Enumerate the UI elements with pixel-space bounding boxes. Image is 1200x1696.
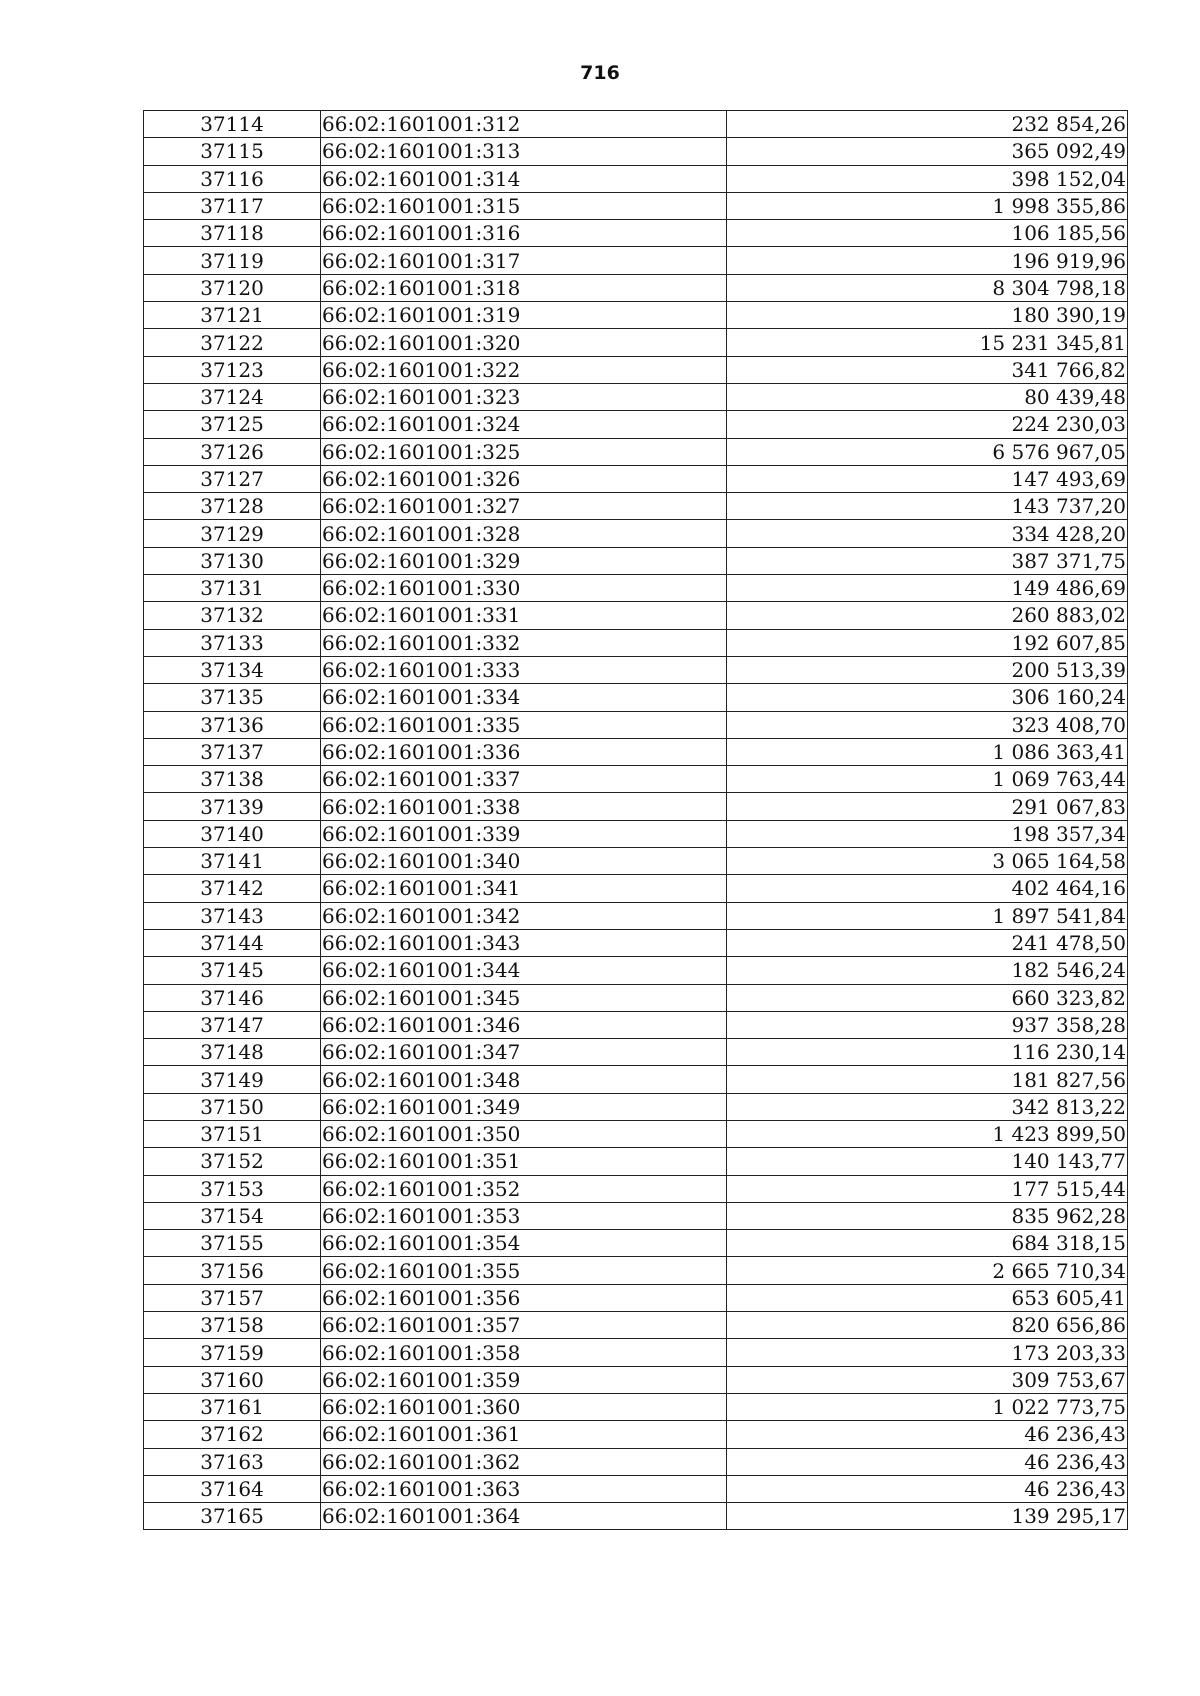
cadastral-number-cell: 66:02:1601001:337 [321, 766, 727, 793]
row-number-cell: 37159 [144, 1339, 321, 1366]
cadastral-number-cell: 66:02:1601001:326 [321, 465, 727, 492]
table-row [144, 547, 1128, 574]
table-row [144, 957, 1128, 984]
row-number-cell: 37149 [144, 1066, 321, 1093]
cadastral-number-cell: 66:02:1601001:350 [321, 1120, 727, 1147]
cadastral-value-cell: 306 160,24 [727, 684, 1128, 711]
cadastral-value-cell: 181 827,56 [727, 1066, 1128, 1093]
cadastral-number-cell: 66:02:1601001:351 [321, 1148, 727, 1175]
row-number-cell: 37160 [144, 1366, 321, 1393]
row-number-cell: 37152 [144, 1148, 321, 1175]
cadastral-value-cell: 8 304 798,18 [727, 274, 1128, 301]
cadastral-value-cell: 1 086 363,41 [727, 738, 1128, 765]
cadastral-number-cell: 66:02:1601001:317 [321, 247, 727, 274]
table-row [144, 602, 1128, 629]
table-row [144, 1475, 1128, 1502]
row-number-cell: 37157 [144, 1284, 321, 1311]
cadastral-number-cell: 66:02:1601001:343 [321, 929, 727, 956]
row-number-cell: 37154 [144, 1202, 321, 1229]
row-number-cell: 37118 [144, 220, 321, 247]
cadastral-value-cell: 182 546,24 [727, 957, 1128, 984]
cadastral-number-cell: 66:02:1601001:349 [321, 1093, 727, 1120]
cadastral-value-cell: 660 323,82 [727, 984, 1128, 1011]
cadastral-value-cell: 387 371,75 [727, 547, 1128, 574]
row-number-cell: 37126 [144, 438, 321, 465]
row-number-cell: 37119 [144, 247, 321, 274]
cadastral-value-cell: 1 998 355,86 [727, 192, 1128, 219]
cadastral-value-cell: 684 318,15 [727, 1230, 1128, 1257]
cadastral-number-cell: 66:02:1601001:332 [321, 629, 727, 656]
cadastral-value-cell: 937 358,28 [727, 1011, 1128, 1038]
cadastral-value-cell: 260 883,02 [727, 602, 1128, 629]
table-row [144, 1066, 1128, 1093]
row-number-cell: 37133 [144, 629, 321, 656]
cadastral-value-cell: 198 357,34 [727, 820, 1128, 847]
row-number-cell: 37123 [144, 356, 321, 383]
cadastral-number-cell: 66:02:1601001:359 [321, 1366, 727, 1393]
table-row [144, 1448, 1128, 1475]
table-row [144, 848, 1128, 875]
cadastral-number-cell: 66:02:1601001:344 [321, 957, 727, 984]
cadastral-number-cell: 66:02:1601001:313 [321, 138, 727, 165]
cadastral-value-cell: 820 656,86 [727, 1312, 1128, 1339]
cadastral-value-cell: 106 185,56 [727, 220, 1128, 247]
cadastral-number-cell: 66:02:1601001:314 [321, 165, 727, 192]
cadastral-number-cell: 66:02:1601001:312 [321, 111, 727, 138]
cadastral-value-cell: 224 230,03 [727, 411, 1128, 438]
cadastral-value-cell: 173 203,33 [727, 1339, 1128, 1366]
row-number-cell: 37147 [144, 1011, 321, 1038]
row-number-cell: 37128 [144, 493, 321, 520]
table-row [144, 1421, 1128, 1448]
row-number-cell: 37142 [144, 875, 321, 902]
row-number-cell: 37116 [144, 165, 321, 192]
table-row [144, 902, 1128, 929]
cadastral-number-cell: 66:02:1601001:346 [321, 1011, 727, 1038]
table-row [144, 1039, 1128, 1066]
cadastral-number-cell: 66:02:1601001:352 [321, 1175, 727, 1202]
cadastral-number-cell: 66:02:1601001:358 [321, 1339, 727, 1366]
row-number-cell: 37158 [144, 1312, 321, 1339]
table-row [144, 629, 1128, 656]
cadastral-number-cell: 66:02:1601001:362 [321, 1448, 727, 1475]
cadastral-value-cell: 80 439,48 [727, 383, 1128, 410]
cadastral-value-cell: 116 230,14 [727, 1039, 1128, 1066]
table-row [144, 1393, 1128, 1420]
cadastral-number-cell: 66:02:1601001:355 [321, 1257, 727, 1284]
table-row [144, 465, 1128, 492]
row-number-cell: 37143 [144, 902, 321, 929]
cadastral-number-cell: 66:02:1601001:318 [321, 274, 727, 301]
cadastral-value-cell: 2 665 710,34 [727, 1257, 1128, 1284]
cadastral-value-cell: 402 464,16 [727, 875, 1128, 902]
row-number-cell: 37114 [144, 111, 321, 138]
cadastral-value-cell: 341 766,82 [727, 356, 1128, 383]
row-number-cell: 37164 [144, 1475, 321, 1502]
row-number-cell: 37151 [144, 1120, 321, 1147]
table-row [144, 220, 1128, 247]
cadastral-number-cell: 66:02:1601001:316 [321, 220, 727, 247]
table-row [144, 929, 1128, 956]
table-row [144, 1202, 1128, 1229]
table-row [144, 711, 1128, 738]
row-number-cell: 37117 [144, 192, 321, 219]
cadastral-value-cell: 192 607,85 [727, 629, 1128, 656]
table-row [144, 1175, 1128, 1202]
table-row [144, 820, 1128, 847]
cadastral-number-cell: 66:02:1601001:329 [321, 547, 727, 574]
table-row [144, 738, 1128, 765]
cadastral-number-cell: 66:02:1601001:347 [321, 1039, 727, 1066]
row-number-cell: 37121 [144, 302, 321, 329]
row-number-cell: 37135 [144, 684, 321, 711]
cadastral-number-cell: 66:02:1601001:348 [321, 1066, 727, 1093]
cadastral-value-cell: 1 022 773,75 [727, 1393, 1128, 1420]
row-number-cell: 37131 [144, 575, 321, 602]
row-number-cell: 37140 [144, 820, 321, 847]
cadastral-number-cell: 66:02:1601001:328 [321, 520, 727, 547]
cadastral-value-cell: 139 295,17 [727, 1503, 1128, 1530]
row-number-cell: 37146 [144, 984, 321, 1011]
row-number-cell: 37129 [144, 520, 321, 547]
table-row [144, 302, 1128, 329]
cadastral-number-cell: 66:02:1601001:356 [321, 1284, 727, 1311]
cadastral-value-cell: 180 390,19 [727, 302, 1128, 329]
cadastral-number-cell: 66:02:1601001:357 [321, 1312, 727, 1339]
table-row [144, 1257, 1128, 1284]
table-row [144, 1339, 1128, 1366]
cadastral-number-cell: 66:02:1601001:341 [321, 875, 727, 902]
cadastral-number-cell: 66:02:1601001:336 [321, 738, 727, 765]
cadastral-value-cell: 398 152,04 [727, 165, 1128, 192]
table-row [144, 766, 1128, 793]
table-row [144, 1093, 1128, 1120]
cadastral-number-cell: 66:02:1601001:345 [321, 984, 727, 1011]
row-number-cell: 37144 [144, 929, 321, 956]
cadastral-value-cell: 15 231 345,81 [727, 329, 1128, 356]
cadastral-value-cell: 835 962,28 [727, 1202, 1128, 1229]
table-row [144, 383, 1128, 410]
table-row [144, 411, 1128, 438]
cadastral-value-cell: 46 236,43 [727, 1448, 1128, 1475]
cadastral-number-cell: 66:02:1601001:354 [321, 1230, 727, 1257]
table-row [144, 1503, 1128, 1530]
cadastral-value-cell: 147 493,69 [727, 465, 1128, 492]
cadastral-value-cell: 1 069 763,44 [727, 766, 1128, 793]
table-row [144, 656, 1128, 683]
cadastral-value-cell: 653 605,41 [727, 1284, 1128, 1311]
table-row [144, 520, 1128, 547]
table-row [144, 247, 1128, 274]
cadastral-value-cell: 46 236,43 [727, 1475, 1128, 1502]
cadastral-value-cell: 200 513,39 [727, 656, 1128, 683]
table-row [144, 111, 1128, 138]
row-number-cell: 37122 [144, 329, 321, 356]
row-number-cell: 37145 [144, 957, 321, 984]
cadastral-number-cell: 66:02:1601001:342 [321, 902, 727, 929]
row-number-cell: 37125 [144, 411, 321, 438]
cadastral-number-cell: 66:02:1601001:327 [321, 493, 727, 520]
row-number-cell: 37138 [144, 766, 321, 793]
row-number-cell: 37120 [144, 274, 321, 301]
cadastral-number-cell: 66:02:1601001:325 [321, 438, 727, 465]
table-row [144, 875, 1128, 902]
cadastral-value-cell: 149 486,69 [727, 575, 1128, 602]
row-number-cell: 37148 [144, 1039, 321, 1066]
table-row [144, 793, 1128, 820]
cadastral-number-cell: 66:02:1601001:340 [321, 848, 727, 875]
table-row [144, 192, 1128, 219]
row-number-cell: 37139 [144, 793, 321, 820]
table-row [144, 438, 1128, 465]
cadastral-value-cell: 140 143,77 [727, 1148, 1128, 1175]
row-number-cell: 37150 [144, 1093, 321, 1120]
cadastral-number-cell: 66:02:1601001:360 [321, 1393, 727, 1420]
table-row [144, 1284, 1128, 1311]
cadastral-value-cell: 323 408,70 [727, 711, 1128, 738]
cadastral-value-cell: 241 478,50 [727, 929, 1128, 956]
cadastral-value-cell: 6 576 967,05 [727, 438, 1128, 465]
cadastral-number-cell: 66:02:1601001:364 [321, 1503, 727, 1530]
cadastral-number-cell: 66:02:1601001:339 [321, 820, 727, 847]
row-number-cell: 37130 [144, 547, 321, 574]
cadastral-value-cell: 46 236,43 [727, 1421, 1128, 1448]
cadastral-number-cell: 66:02:1601001:315 [321, 192, 727, 219]
table-row [144, 575, 1128, 602]
table-row [144, 329, 1128, 356]
row-number-cell: 37161 [144, 1393, 321, 1420]
row-number-cell: 37141 [144, 848, 321, 875]
row-number-cell: 37124 [144, 383, 321, 410]
table-row [144, 984, 1128, 1011]
cadastral-value-cell: 177 515,44 [727, 1175, 1128, 1202]
table-row [144, 684, 1128, 711]
table-row [144, 356, 1128, 383]
row-number-cell: 37163 [144, 1448, 321, 1475]
cadastral-number-cell: 66:02:1601001:331 [321, 602, 727, 629]
table-row [144, 274, 1128, 301]
cadastral-number-cell: 66:02:1601001:322 [321, 356, 727, 383]
table-body [144, 111, 1128, 1530]
cadastral-value-cell: 143 737,20 [727, 493, 1128, 520]
page-number: 716 [580, 62, 620, 84]
cadastral-number-cell: 66:02:1601001:333 [321, 656, 727, 683]
cadastral-number-cell: 66:02:1601001:319 [321, 302, 727, 329]
table-row [144, 1230, 1128, 1257]
cadastral-value-cell: 232 854,26 [727, 111, 1128, 138]
cadastral-value-cell: 365 092,49 [727, 138, 1128, 165]
table-row [144, 1312, 1128, 1339]
table-row [144, 165, 1128, 192]
cadastral-number-cell: 66:02:1601001:334 [321, 684, 727, 711]
table-row [144, 1011, 1128, 1038]
cadastral-value-cell: 3 065 164,58 [727, 848, 1128, 875]
cadastral-number-cell: 66:02:1601001:338 [321, 793, 727, 820]
row-number-cell: 37165 [144, 1503, 321, 1530]
row-number-cell: 37134 [144, 656, 321, 683]
table-row [144, 1366, 1128, 1393]
row-number-cell: 37115 [144, 138, 321, 165]
cadastral-number-cell: 66:02:1601001:324 [321, 411, 727, 438]
table-row [144, 1120, 1128, 1147]
row-number-cell: 37136 [144, 711, 321, 738]
cadastral-value-cell: 334 428,20 [727, 520, 1128, 547]
table-row [144, 138, 1128, 165]
cadastral-value-cell: 291 067,83 [727, 793, 1128, 820]
cadastral-number-cell: 66:02:1601001:335 [321, 711, 727, 738]
row-number-cell: 37156 [144, 1257, 321, 1284]
table-row [144, 1148, 1128, 1175]
cadastral-value-cell: 342 813,22 [727, 1093, 1128, 1120]
row-number-cell: 37162 [144, 1421, 321, 1448]
cadastral-value-table [143, 110, 1128, 1530]
cadastral-value-cell: 1 423 899,50 [727, 1120, 1128, 1147]
cadastral-value-cell: 309 753,67 [727, 1366, 1128, 1393]
cadastral-value-cell: 196 919,96 [727, 247, 1128, 274]
row-number-cell: 37132 [144, 602, 321, 629]
row-number-cell: 37155 [144, 1230, 321, 1257]
table-row [144, 493, 1128, 520]
row-number-cell: 37137 [144, 738, 321, 765]
row-number-cell: 37127 [144, 465, 321, 492]
cadastral-number-cell: 66:02:1601001:320 [321, 329, 727, 356]
cadastral-number-cell: 66:02:1601001:353 [321, 1202, 727, 1229]
cadastral-number-cell: 66:02:1601001:361 [321, 1421, 727, 1448]
cadastral-value-cell: 1 897 541,84 [727, 902, 1128, 929]
cadastral-number-cell: 66:02:1601001:323 [321, 383, 727, 410]
cadastral-number-cell: 66:02:1601001:363 [321, 1475, 727, 1502]
cadastral-number-cell: 66:02:1601001:330 [321, 575, 727, 602]
row-number-cell: 37153 [144, 1175, 321, 1202]
